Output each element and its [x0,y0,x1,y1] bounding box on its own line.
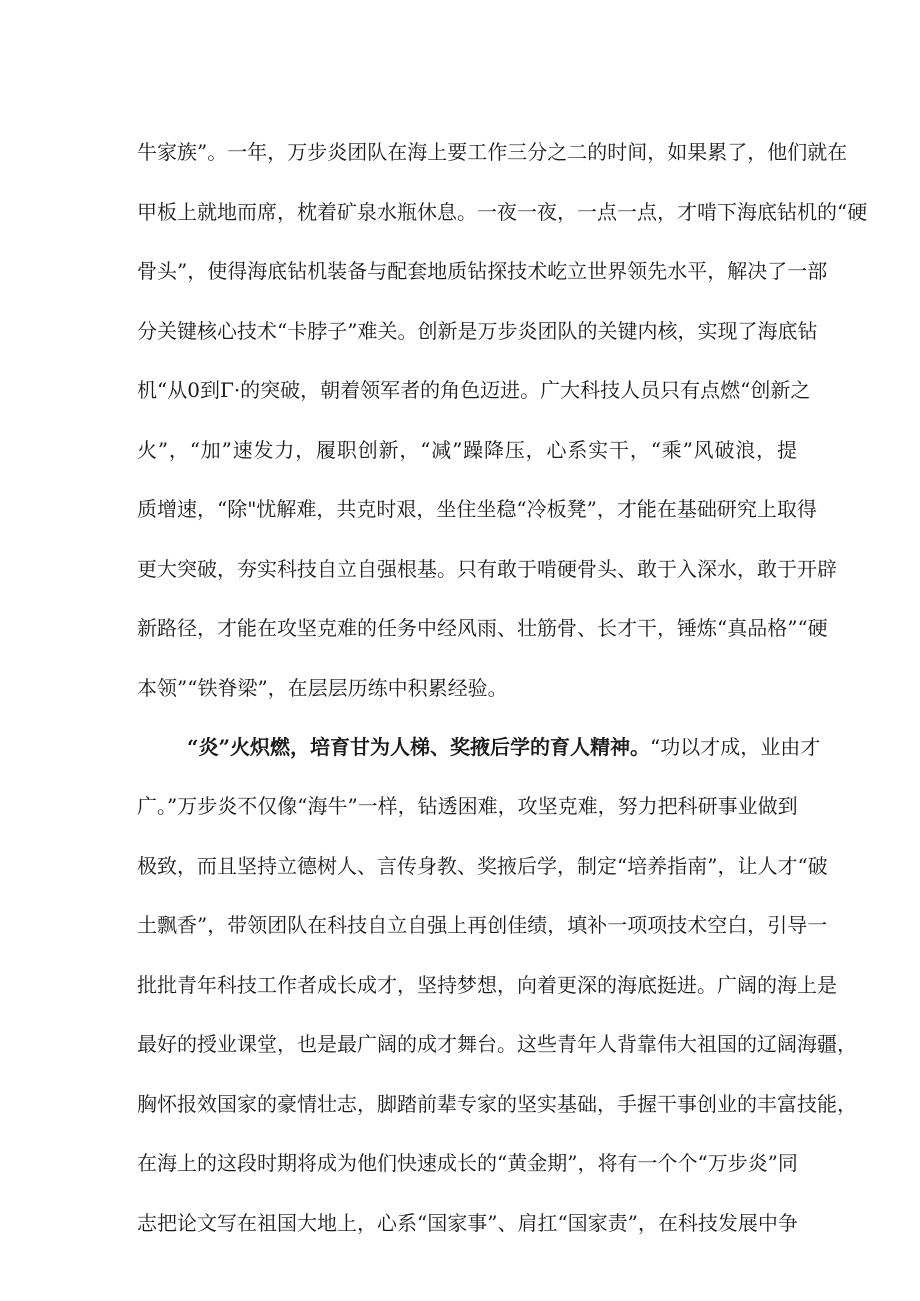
paragraph-line: 胸怀报效国家的豪情壮志，脚踏前辈专家的坚实基础，手握干事创业的丰富技能， [137,1092,857,1116]
paragraph-line: 骨头”，使得海底钻机装备与配套地质钻探技术屹立世界领先水平，解决了一部 [137,259,828,283]
paragraph-line: 质增速，“除"忧解难，共克时艰，坐住坐稳“冷板凳”，才能在基础研究上取得 [137,497,817,521]
paragraph-line: 极致，而且坚持立德树人、言传身教、奖掖后学，制定“培养指南”，让人才“破 [137,854,828,878]
paragraph-line: 机“从0到Γ·的突破，朝着领军者的角色迈进。广大科技人员只有点燃“创新之 [137,378,811,402]
paragraph-line: 牛家族”。一年，万步炎团队在海上要工作三分之二的时间，如果累了，他们就在 [137,140,848,164]
paragraph-line: 广。”万步炎不仅像“海牛”一样，钻透困难，攻坚克难，努力把科研事业做到 [137,794,798,818]
paragraph-first-line [187,733,821,761]
paragraph-first-line-text: “功以才成，业由才 [650,735,821,759]
paragraph-line: 火”，“加”速发力，履职创新，“减”躁降压，心系实干，“乘”风破浪，提 [137,438,797,462]
paragraph-line: 志把论文写在祖国大地上，心系“国家事”、肩扛“国家责”，在科技发展中争 [137,1211,798,1235]
paragraph-line: 土飘香”，带领团队在科技自立自强上再创佳绩，填补一项项技术空白，引导一 [137,913,828,937]
paragraph-line: 本领”“铁脊梁”，在层层历练中积累经验。 [137,676,508,700]
paragraph-line: 分关键核心技术“卡脖子”难关。创新是万步炎团队的关键内核，实现了海底钻 [137,319,818,343]
paragraph-line: 在海上的这段时期将成为他们快速成长的“黄金期”，将有一个个“万步炎”同 [137,1151,798,1175]
paragraph-line: 新路径，才能在攻坚克难的任务中经风雨、壮筋骨、长才干，锤炼“真品格”“硬 [137,616,828,640]
paragraph-line: 甲板上就地而席，枕着矿泉水瓶休息。一夜一夜，一点一点，才啃下海底钻机的“硬 [137,200,868,224]
paragraph-line: 最好的授业课堂，也是最广阔的成才舞台。这些青年人背靠伟大祖国的辽阔海疆， [137,1032,857,1056]
paragraph-heading: “炎”火炽燃，培育甘为人梯、奖掖后学的育人精神。 [187,735,651,759]
paragraph-line: 更大突破，夯实科技自立自强根基。只有敢于啃硬骨头、敢于入深水，敢于开辟 [137,557,837,581]
paragraph-line: 批批青年科技工作者成长成才，坚持梦想，向着更深的海底挺进。广阔的海上是 [137,973,837,997]
